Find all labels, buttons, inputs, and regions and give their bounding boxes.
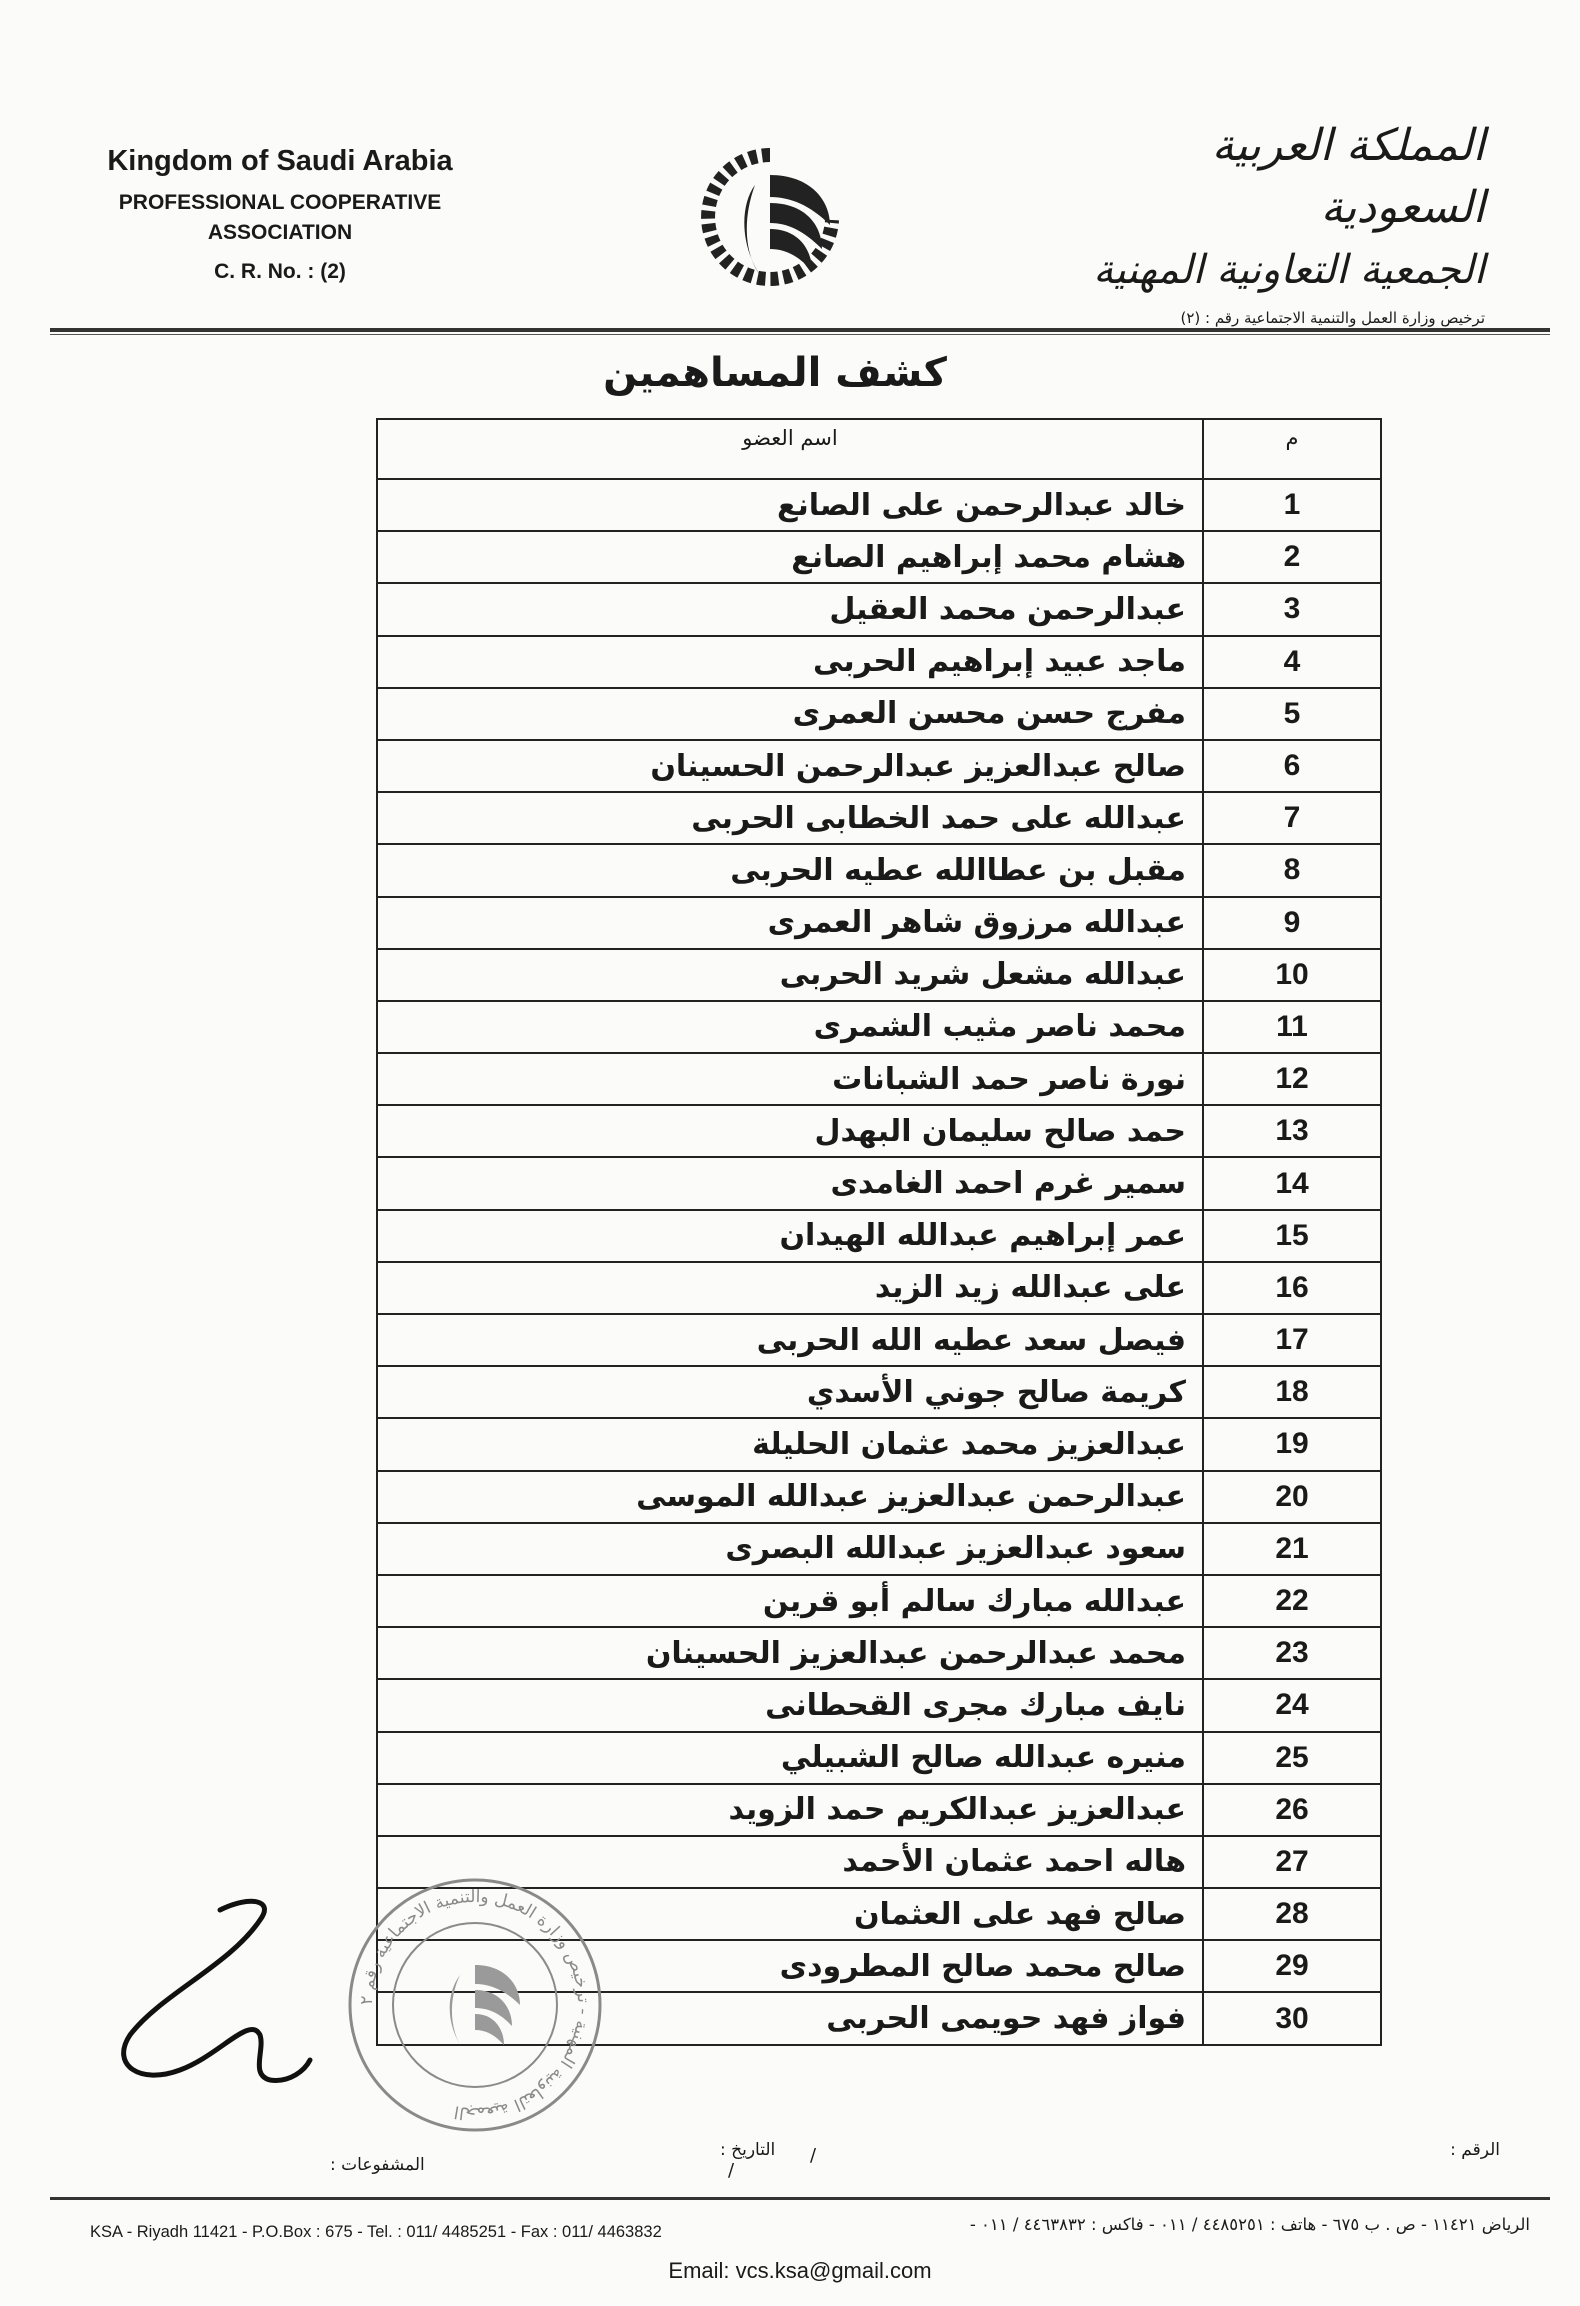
- date-separator: /: [728, 2160, 735, 2181]
- member-name: ماجد عبيد إبراهيم الحربى: [377, 636, 1203, 688]
- table-row: [377, 1053, 1381, 1105]
- footer-divider: [50, 2197, 1550, 2200]
- ar-country-title: المملكة العربية السعودية: [1211, 120, 1485, 233]
- member-name: عبدالعزيز عبدالكريم حمد الزويد: [377, 1784, 1203, 1836]
- member-name: فيصل سعد عطيه الله الحربى: [377, 1314, 1203, 1366]
- table-row: [377, 1418, 1381, 1470]
- member-number: 16: [1203, 1262, 1381, 1314]
- member-name: مفرج حسن محسن العمرى: [377, 688, 1203, 740]
- stamp-ring-text: الجمعية التعاونية المهنية - ترخيص وزارة العمل والتنمية الاجتماعية رقم ٢: [356, 1886, 594, 2124]
- table-row: [377, 1575, 1381, 1627]
- member-name: مقبل بن عطاالله عطيه الحربى: [377, 844, 1203, 896]
- member-name: عمر إبراهيم عبدالله الهيدان: [377, 1210, 1203, 1262]
- member-number: 25: [1203, 1732, 1381, 1784]
- table-row: [377, 1157, 1381, 1209]
- member-name: نايف مبارك مجرى القحطانى: [377, 1679, 1203, 1731]
- member-number: 6: [1203, 740, 1381, 792]
- member-number: 20: [1203, 1471, 1381, 1523]
- member-number: 11: [1203, 1001, 1381, 1053]
- english-letterhead: [70, 145, 490, 284]
- member-name: حمد صالح سليمان البهدل: [377, 1105, 1203, 1157]
- member-number: 18: [1203, 1366, 1381, 1418]
- member-number: 12: [1203, 1053, 1381, 1105]
- member-name: نورة ناصر حمد الشبانات: [377, 1053, 1203, 1105]
- member-name: هاله احمد عثمان الأحمد: [377, 1836, 1203, 1888]
- member-name: على عبدالله زيد الزيد: [377, 1262, 1203, 1314]
- header-name: اسم العضو: [377, 419, 1203, 479]
- member-number: 1: [1203, 479, 1381, 531]
- member-name: هشام محمد إبراهيم الصانع: [377, 531, 1203, 583]
- footer-email: Email: vcs.ksa@gmail.com: [668, 2258, 932, 2283]
- footer-address-ar: الرياض ١١٤٢١ - ص . ب ٦٧٥ - هاتف : ٤٤٨٥٢٥١ / ٠١١ - فاكس : ٤٤٦٣٨٣٢ / ٠١١ -: [969, 2215, 1530, 2234]
- member-number: 27: [1203, 1836, 1381, 1888]
- handwritten-signature: [100, 1885, 340, 2095]
- table-row: [377, 1523, 1381, 1575]
- member-name: محمد ناصر مثيب الشمرى: [377, 1001, 1203, 1053]
- member-number: 28: [1203, 1888, 1381, 1940]
- table-row: [377, 1471, 1381, 1523]
- table-row: [377, 1314, 1381, 1366]
- en-country-title: Kingdom of Saudi Arabia: [107, 145, 453, 177]
- header-divider-thin: [50, 334, 1550, 335]
- member-number: 8: [1203, 844, 1381, 896]
- member-number: 26: [1203, 1784, 1381, 1836]
- shareholders-table: [376, 418, 1382, 2046]
- association-logo-icon: [700, 145, 840, 295]
- table-row: [377, 897, 1381, 949]
- table-row: [377, 531, 1381, 583]
- en-cr-number: C. R. No. : (2): [214, 260, 346, 283]
- table-row: [377, 792, 1381, 844]
- arabic-letterhead: [1045, 115, 1485, 327]
- member-number: 13: [1203, 1105, 1381, 1157]
- header-num: م: [1203, 419, 1381, 479]
- member-name: عبدالرحمن محمد العقيل: [377, 583, 1203, 635]
- member-name: عبدالله مشعل شريد الحربى: [377, 949, 1203, 1001]
- header-divider: [50, 328, 1550, 332]
- member-number: 3: [1203, 583, 1381, 635]
- ar-assoc-title: الجمعية التعاونية المهنية: [1093, 247, 1485, 293]
- member-number: 4: [1203, 636, 1381, 688]
- member-name: محمد عبدالرحمن عبدالعزيز الحسينان: [377, 1627, 1203, 1679]
- footer-address-en: KSA - Riyadh 11421 - P.O.Box : 675 - Tel. : 011/ 4485251 - Fax : 011/ 4463832: [90, 2223, 662, 2241]
- table-row: [377, 1262, 1381, 1314]
- member-number: 22: [1203, 1575, 1381, 1627]
- table-row: [377, 1784, 1381, 1836]
- table-row: [377, 949, 1381, 1001]
- table-row: [377, 1105, 1381, 1157]
- member-number: 14: [1203, 1157, 1381, 1209]
- member-number: 15: [1203, 1210, 1381, 1262]
- table-row: [377, 636, 1381, 688]
- table-row: [377, 1366, 1381, 1418]
- member-name: عبدالله على حمد الخطابى الحربى: [377, 792, 1203, 844]
- table-body: [377, 479, 1381, 2045]
- member-number: 21: [1203, 1523, 1381, 1575]
- date-separator: /: [810, 2145, 817, 2166]
- member-name: صالح محمد صالح المطرودى: [377, 1940, 1203, 1992]
- table-header-row: [377, 419, 1381, 479]
- reference-number-label: الرقم :: [1450, 2140, 1500, 2160]
- attachments-label: المشفوعات :: [330, 2155, 425, 2175]
- member-number: 17: [1203, 1314, 1381, 1366]
- member-name: عبدالعزيز محمد عثمان الحليلة: [377, 1418, 1203, 1470]
- table-row: [377, 479, 1381, 531]
- member-name: صالح فهد على العثمان: [377, 1888, 1203, 1940]
- table-row: [377, 740, 1381, 792]
- member-name: كريمة صالح جوني الأسدي: [377, 1366, 1203, 1418]
- table-row: [377, 1732, 1381, 1784]
- en-assoc-line1: PROFESSIONAL COOPERATIVE: [118, 191, 442, 214]
- ar-license-text: ترخيص وزارة العمل والتنمية الاجتماعية رقم : (٢): [1180, 309, 1485, 327]
- member-number: 9: [1203, 897, 1381, 949]
- member-number: 5: [1203, 688, 1381, 740]
- member-number: 2: [1203, 531, 1381, 583]
- member-number: 24: [1203, 1679, 1381, 1731]
- member-name: عبدالله مبارك سالم أبو قرين: [377, 1575, 1203, 1627]
- member-number: 19: [1203, 1418, 1381, 1470]
- member-name: عبدالله مرزوق شاهر العمرى: [377, 897, 1203, 949]
- en-assoc-line2: ASSOCIATION: [207, 221, 353, 244]
- member-name: عبدالرحمن عبدالعزيز عبدالله الموسى: [377, 1471, 1203, 1523]
- member-number: 10: [1203, 949, 1381, 1001]
- member-name: منيره عبدالله صالح الشبيلي: [377, 1732, 1203, 1784]
- table-row: [377, 1210, 1381, 1262]
- member-number: 30: [1203, 1992, 1381, 2044]
- member-name: صالح عبدالعزيز عبدالرحمن الحسينان: [377, 740, 1203, 792]
- association-stamp-icon: [340, 1870, 610, 2140]
- member-name: سمير غرم احمد الغامدى: [377, 1157, 1203, 1209]
- table-row: [377, 688, 1381, 740]
- member-number: 23: [1203, 1627, 1381, 1679]
- member-name: خالد عبدالرحمن على الصانع: [377, 479, 1203, 531]
- member-number: 7: [1203, 792, 1381, 844]
- document-title: كشف المساهمين: [603, 350, 947, 396]
- member-name: سعود عبدالعزيز عبدالله البصرى: [377, 1523, 1203, 1575]
- table-row: [377, 1001, 1381, 1053]
- member-number: 29: [1203, 1940, 1381, 1992]
- member-name: فواز فهد حويمى الحربى: [377, 1992, 1203, 2044]
- table-row: [377, 583, 1381, 635]
- table-row: [377, 844, 1381, 896]
- date-label: التاريخ :: [720, 2140, 776, 2160]
- table-row: [377, 1679, 1381, 1731]
- table-row: [377, 1627, 1381, 1679]
